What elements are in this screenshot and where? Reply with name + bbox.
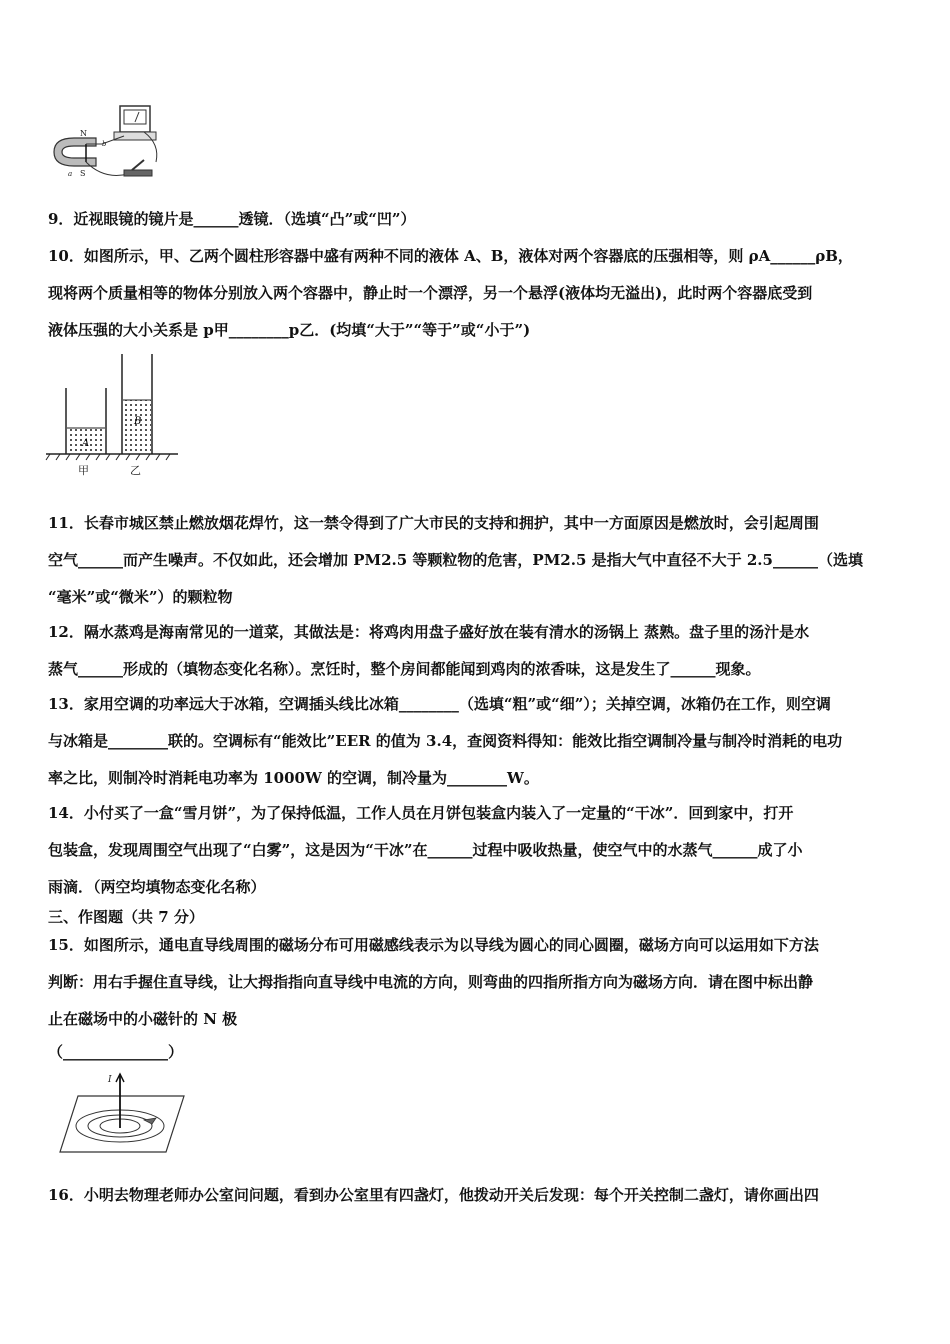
question-11-line-1: 11．长春市城区禁止燃放烟花焊竹，这一禁令得到了广大市民的支持和拥护，其中一方面原因是燃放时，会引起周围	[48, 514, 819, 532]
section-3-heading: 三、作图题（共 7 分）	[48, 908, 204, 926]
question-10-line-1: 10．如图所示，甲、乙两个圆柱形容器中盛有两种不同的液体 A、B，液体对两个容器底的压强相等，则 ρA______ρB，	[48, 247, 853, 265]
question-15-answer-blank: （______________）	[48, 1043, 184, 1061]
question-12-line-1: 12．隔水蒸鸡是海南常见的一道菜，其做法是：将鸡肉用盘子盛好放在装有清水的汤锅上 蒸熟。盘子里的汤汁是水	[48, 623, 810, 641]
question-10-line-2: 现将两个质量相等的物体分别放入两个容器中，静止时一个漂浮，另一个悬浮(液体均无溢出)，此时两个容器底受到	[48, 284, 813, 302]
containers-figure	[44, 348, 182, 488]
question-11-line-2: 空气______而产生噪声。不仅如此，还会增加 PM2.5 等颗粒物的危害，PM2.5 是指大气中直径不大于 2.5______（选填	[48, 551, 863, 569]
container-jia-label: 甲	[78, 464, 89, 477]
question-13-line-2: 与冰箱是________联的。空调标有“能效比”EER 的值为 3.4，查阅资料得知：能效比指空调制冷量与制冷时消耗的电功	[48, 732, 843, 750]
question-15-line-1: 15．如图所示，通电直导线周围的磁场分布可用磁感线表示为以导线为圆心的同心圆圈，磁场方向可以运用如下方法	[48, 936, 819, 954]
liquid-b-label: B	[134, 416, 142, 427]
question-9: 9．近视眼镜的镜片是______透镜．（选填“凸”或“凹”）	[48, 210, 416, 228]
wire-a-label: a	[68, 170, 73, 178]
question-12-line-2: 蒸气______形成的（填物态变化名称）。烹饪时，整个房间都能闻到鸡肉的浓香味，这是发生了______现象。	[48, 660, 761, 678]
magnetic-field-figure	[56, 1068, 188, 1158]
wire-b-label: b	[102, 140, 107, 148]
question-14-line-1: 14．小付买了一盒“雪月饼”，为了保持低温，工作人员在月饼包装盒内装入了一定量的“干冰”．回到家中，打开	[48, 804, 794, 822]
question-15-line-3: 止在磁场中的小磁针的 N 极	[48, 1010, 238, 1028]
current-i-label: I	[108, 1075, 112, 1085]
question-15-line-2: 判断：用右手握住直导线，让大拇指指向直导线中电流的方向，则弯曲的四指所指方向为磁场方向．请在图中标出静	[48, 973, 814, 991]
container-yi-label: 乙	[130, 464, 141, 477]
question-16-line-1: 16．小明去物理老师办公室问问题，看到办公室里有四盏灯，他拨动开关后发现：每个开关控制二盏灯，请你画出四	[48, 1186, 819, 1204]
liquid-a-label: A	[82, 438, 90, 449]
magnet-galvanometer-figure	[44, 100, 180, 196]
question-14-line-3: 雨滴．（两空均填物态变化名称）	[48, 878, 266, 896]
question-11-line-3: “毫米”或“微米”）的颗粒物	[48, 588, 233, 606]
question-13-line-3: 率之比，则制冷时消耗电功率为 1000W 的空调，制冷量为________W。	[48, 769, 539, 787]
question-13-line-1: 13．家用空调的功率远大于冰箱，空调插头线比冰箱________（选填“粗”或“细”）；关掉空调，冰箱仍在工作，则空调	[48, 695, 831, 713]
magnet-s-label: S	[80, 169, 86, 178]
question-10-line-3: 液体压强的大小关系是 p甲________p乙．(均填“大于”“等于”或“小于”)	[48, 321, 531, 339]
magnet-n-label: N	[80, 129, 87, 138]
question-14-line-2: 包装盒，发现周围空气出现了“白雾”，这是因为“干冰”在______过程中吸收热量，使空气中的水蒸气______成了小	[48, 841, 803, 859]
